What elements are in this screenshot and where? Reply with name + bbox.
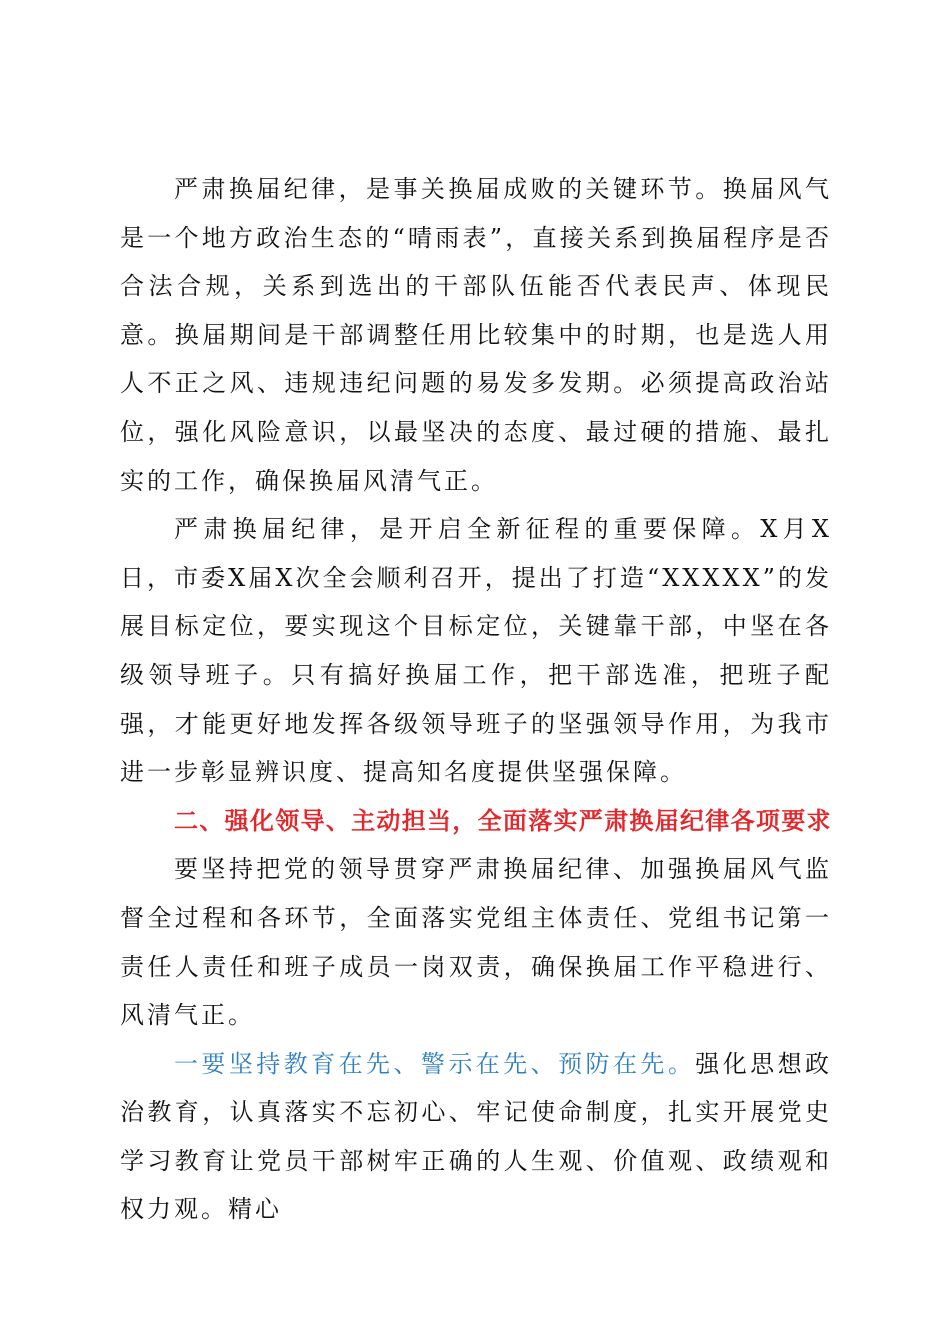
paragraph-4-body: 强化思想政治教育，认真落实不忘初心、牢记使命制度，扎实开展党史学习教育让党员干部树牢正确的人生观、价值观、政绩观和权力观。精心 bbox=[120, 1049, 833, 1224]
paragraph-3: 要坚持把党的领导贯穿严肃换届纪律、加强换届风气监督全过程和各环节，全面落实党组主体责任、党组书记第一责任人责任和班子成员一岗双责，确保换届工作平稳进行、风清气正。 bbox=[120, 855, 832, 1030]
paragraph-4-lead: 一要坚持教育在先、警示在先、预防在先。 bbox=[174, 1049, 696, 1078]
section-heading-2: 二、强化领导、主动担当，全面落实严肃换届纪律各项要求 bbox=[174, 806, 832, 835]
paragraph-4 bbox=[120, 1040, 832, 1234]
paragraph-2: 严肃换届纪律，是开启全新征程的重要保障。X月X日，市委X届X次全会顺利召开，提出了打造“XXXXX”的发展目标定位，要实现这个目标定位，关键靠干部，中坚在各级领导班子。只有搞好换届工作，把干部选准，把班子配强，才能更好地发挥各级领导班子的坚强领导作用，为我市进一步彰显辨识度、提高知名度提供坚强保障。 bbox=[120, 515, 832, 787]
paragraph-1: 严肃换届纪律，是事关换届成败的关键环节。换届风气是一个地方政治生态的“晴雨表”，直接关系到换届程序是否合法合规，关系到选出的干部队伍能否代表民声、体现民意。换届期间是干部调整任用比较集中的时期，也是选人用人不正之风、违规违纪问题的易发多发期。必须提高政治站位，强化风险意识，以最坚决的态度、最过硬的措施、最扎实的工作，确保换届风清气正。 bbox=[120, 175, 832, 495]
document-page bbox=[120, 165, 832, 1234]
